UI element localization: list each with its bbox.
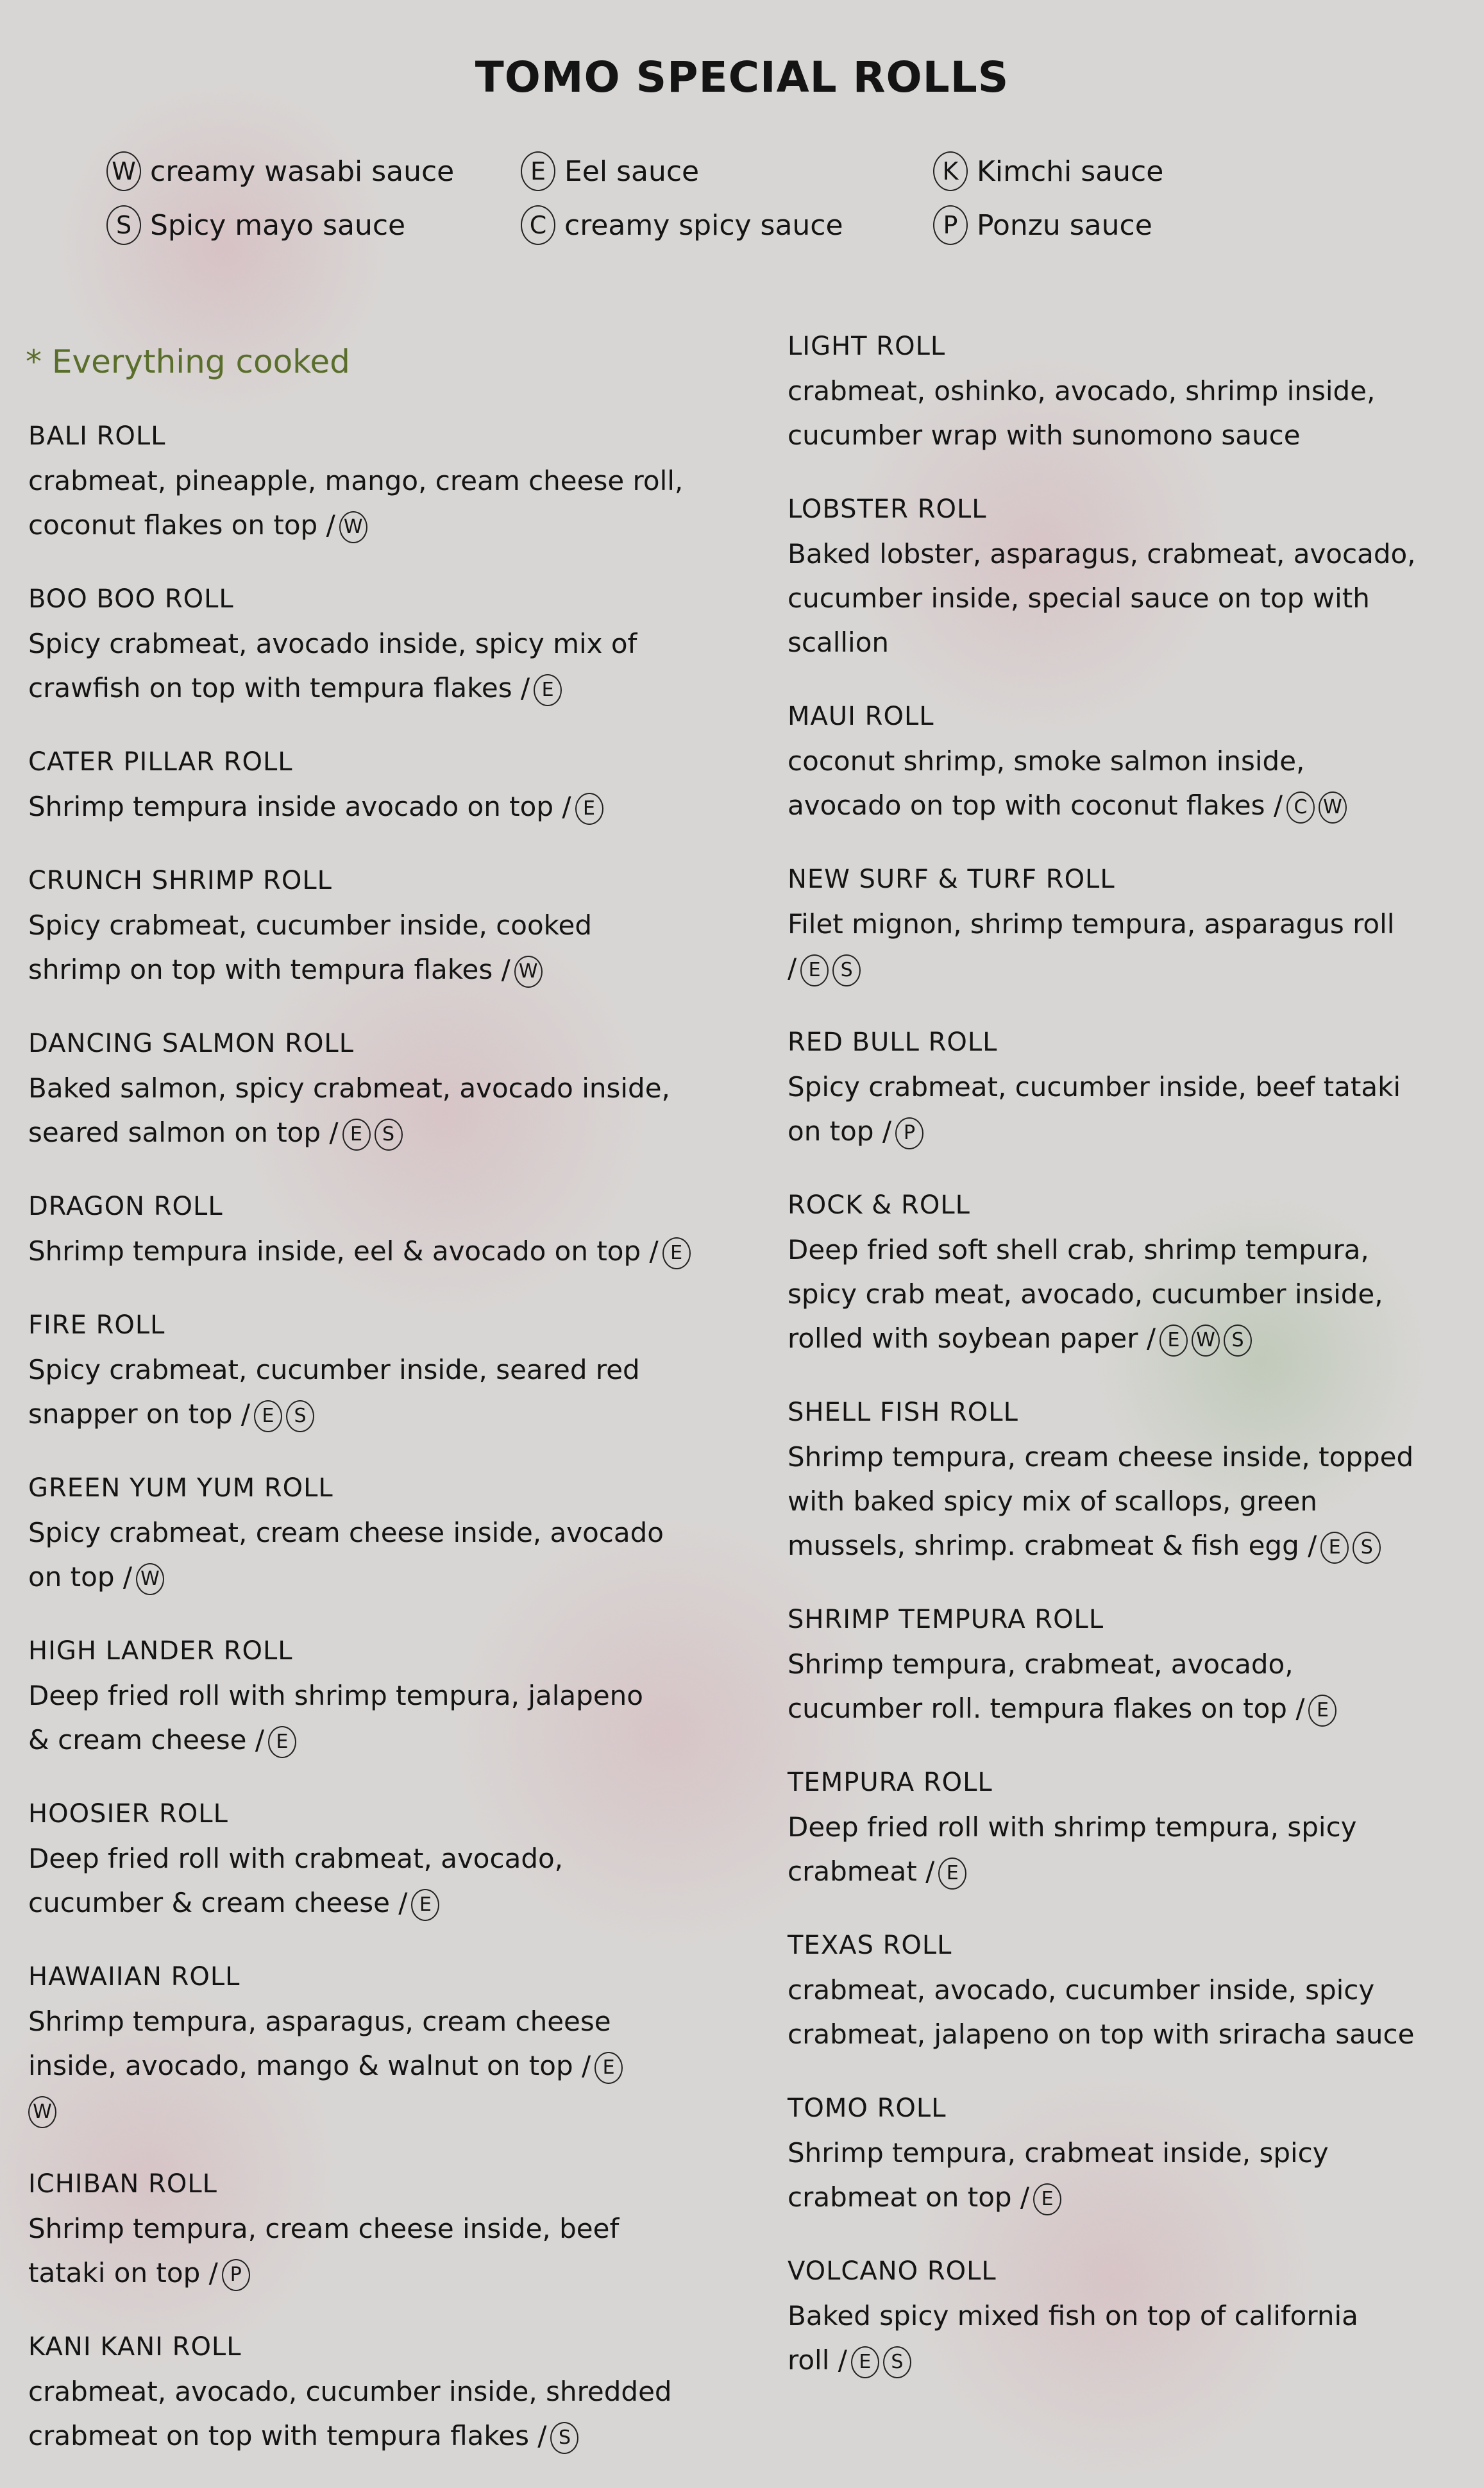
roll-description-line [788, 1805, 1484, 1849]
roll-name: SHRIMP TEMPURA ROLL [788, 1605, 1104, 1634]
roll-description-line [28, 1348, 727, 1392]
roll-name: FIRE ROLL [28, 1310, 165, 1340]
wasabi-sauce-icon: W [106, 151, 141, 191]
description-text: Shrimp tempura, cream cheese inside, beef [28, 2213, 620, 2244]
roll-name: DANCING SALMON ROLL [28, 1029, 355, 1058]
description-text: Shrimp tempura, crabmeat, avocado, [788, 1648, 1294, 1680]
description-text: Baked lobster, asparagus, crabmeat, avocado, [788, 538, 1416, 570]
sauce-e-icon: E [342, 1119, 371, 1151]
description-text: mussels, shrimp. crabmeat & fish egg / [788, 1530, 1317, 1561]
roll-description-line [788, 739, 1484, 783]
description-text: Shrimp tempura, cream cheese inside, topped [788, 1441, 1414, 1473]
roll-description-line [28, 1392, 727, 1436]
legend-wasabi [106, 151, 454, 191]
roll-name: BALI ROLL [28, 421, 166, 451]
description-text: coconut shrimp, smoke salmon inside, [788, 745, 1305, 777]
description-text: crabmeat, pineapple, mango, cream cheese roll, [28, 465, 684, 496]
sauce-c-icon: C [1286, 791, 1315, 824]
roll-description-line [788, 1109, 1484, 1153]
description-text: cucumber & cream cheese / [28, 1887, 408, 1918]
roll-name: LOBSTER ROLL [788, 495, 987, 524]
description-text: cucumber roll. tempura flakes on top / [788, 1693, 1305, 1724]
legend-label: Eel sauce [564, 155, 700, 188]
sauce-e-icon: E [800, 954, 829, 986]
description-text: Shrimp tempura inside, eel & avocado on top / [28, 1235, 659, 1267]
description-text: Deep fried roll with crabmeat, avocado, [28, 1843, 564, 1874]
roll-name: HAWAIIAN ROLL [28, 1962, 240, 1992]
menu-item [28, 1792, 727, 1925]
description-text: avocado on top with coconut flakes / [788, 790, 1283, 821]
description-text: cucumber wrap with sunomono sauce [788, 419, 1301, 451]
roll-description-line [28, 2369, 727, 2414]
sauce-e-icon: E [254, 1400, 282, 1432]
menu-item [788, 1924, 1484, 2056]
menu-item [788, 2249, 1484, 2382]
roll-description-line [28, 2414, 727, 2458]
legend-ponzu [933, 205, 1152, 245]
spicy-mayo-sauce-icon: S [106, 205, 141, 245]
sauce-e-icon: E [575, 793, 603, 825]
roll-name: TEXAS ROLL [788, 1931, 952, 1960]
menu-item [788, 695, 1484, 827]
menu-item [28, 577, 727, 710]
description-text: Filet mignon, shrimp tempura, asparagus roll [788, 908, 1395, 940]
description-text: Spicy crabmeat, cucumber inside, beef tataki [788, 1071, 1401, 1103]
sauce-s-icon: S [1224, 1324, 1252, 1357]
roll-description-line [788, 2175, 1484, 2219]
roll-name: VOLCANO ROLL [788, 2256, 997, 2286]
eel-sauce-icon: E [521, 151, 555, 191]
legend-label: Kimchi sauce [977, 155, 1164, 188]
description-text: crabmeat on top / [788, 2181, 1030, 2213]
roll-description-line [788, 1228, 1484, 1272]
sauce-s-icon: S [286, 1400, 314, 1432]
page-title: TOMO SPECIAL ROLLS [475, 53, 1009, 102]
roll-description-line [788, 369, 1484, 413]
roll-description-line [788, 2012, 1484, 2056]
roll-name: HOOSIER ROLL [28, 1799, 228, 1829]
roll-name: MAUI ROLL [788, 702, 934, 731]
sauce-e-icon: E [594, 2052, 623, 2084]
roll-description-line [28, 1999, 727, 2044]
menu-item [28, 1466, 727, 1599]
sauce-w-icon: W [1319, 791, 1347, 824]
description-text: Shrimp tempura, crabmeat inside, spicy [788, 2137, 1329, 2169]
roll-description-line [28, 1110, 727, 1155]
menu-item [28, 1022, 727, 1155]
sauce-e-icon: E [938, 1858, 966, 1890]
description-text: Deep fried roll with shrimp tempura, jalapeno [28, 1680, 643, 1711]
roll-description-line [28, 903, 727, 947]
roll-name: LIGHT ROLL [788, 332, 946, 361]
roll-description-line [788, 1523, 1484, 1568]
roll-description-line [788, 1642, 1484, 1686]
roll-description-line [788, 1065, 1484, 1109]
description-text: inside, avocado, mango & walnut on top / [28, 2050, 591, 2081]
roll-description-line [28, 1718, 727, 1762]
roll-name: NEW SURF & TURF ROLL [788, 865, 1115, 894]
description-text: crabmeat / [788, 1856, 935, 1887]
roll-description-line [28, 666, 727, 710]
roll-name: RED BULL ROLL [788, 1028, 998, 1057]
sauce-w-icon: W [339, 511, 367, 543]
roll-description-line [28, 1673, 727, 1718]
description-text: Spicy crabmeat, cucumber inside, seared red [28, 1354, 640, 1385]
description-text: rolled with soybean paper / [788, 1323, 1156, 1354]
roll-name: CATER PILLAR ROLL [28, 747, 293, 777]
description-text: & cream cheese / [28, 1724, 264, 1756]
roll-description-line [788, 1316, 1484, 1360]
description-text: coconut flakes on top / [28, 509, 335, 541]
description-text: Spicy crabmeat, avocado inside, spicy mix of [28, 628, 637, 659]
description-text: Spicy crabmeat, cucumber inside, cooked [28, 910, 593, 941]
menu-item [28, 1955, 727, 2132]
legend-spicy-mayo [106, 205, 405, 245]
roll-description-line [788, 1849, 1484, 1893]
roll-description-line [788, 1435, 1484, 1479]
description-text: with baked spicy mix of scallops, green [788, 1485, 1317, 1517]
roll-description-line [788, 620, 1484, 664]
sauce-e-icon: E [662, 1237, 691, 1269]
menu-item [788, 1391, 1484, 1568]
menu-item [28, 740, 727, 829]
roll-description-line [28, 2251, 727, 2295]
description-text: scallion [788, 627, 890, 658]
description-text: cucumber inside, special sauce on top with [788, 582, 1370, 614]
description-text: / [788, 952, 797, 984]
menu-item [28, 2325, 727, 2458]
roll-description-line [28, 2206, 727, 2251]
roll-name: ROCK & ROLL [788, 1190, 970, 1220]
sauce-p-icon: P [895, 1117, 923, 1149]
roll-description-line [788, 783, 1484, 827]
roll-name: KANI KANI ROLL [28, 2332, 242, 2362]
left-menu-column [28, 414, 727, 2488]
legend-label: creamy wasabi sauce [150, 155, 455, 188]
menu-item [788, 1598, 1484, 1731]
right-menu-column [788, 325, 1484, 2412]
roll-description-line [28, 1555, 727, 1599]
description-text: crawfish on top with tempura flakes / [28, 672, 530, 704]
legend-eel [521, 151, 699, 191]
roll-description-line [28, 459, 727, 503]
description-text: crabmeat, oshinko, avocado, shrimp inside, [788, 375, 1376, 407]
sauce-e-icon: E [1033, 2183, 1061, 2215]
roll-description-line [28, 1881, 727, 1925]
sauce-e-icon: E [1320, 1532, 1349, 1564]
roll-description-line [788, 1479, 1484, 1523]
roll-description-line [788, 1272, 1484, 1316]
description-text: snapper on top / [28, 1398, 251, 1430]
menu-item [788, 858, 1484, 990]
menu-item [28, 2162, 727, 2295]
sauce-e-icon: E [1159, 1324, 1188, 1357]
description-text: shrimp on top with tempura flakes / [28, 954, 510, 985]
roll-description-line [28, 1229, 727, 1273]
menu-item [28, 1629, 727, 1762]
description-text: crabmeat, jalapeno on top with sriracha sauce [788, 2018, 1415, 2050]
roll-name: ICHIBAN ROLL [28, 2169, 217, 2199]
legend-label: Ponzu sauce [977, 208, 1152, 242]
description-text: seared salmon on top / [28, 1117, 339, 1148]
roll-name: GREEN YUM YUM ROLL [28, 1473, 333, 1503]
roll-description-line [788, 2131, 1484, 2175]
roll-description-line [788, 576, 1484, 620]
legend-kimchi [933, 151, 1163, 191]
sauce-w-icon: W [1192, 1324, 1220, 1357]
roll-description-line [788, 413, 1484, 457]
roll-description-line [28, 503, 727, 547]
sauce-s-icon: S [550, 2422, 578, 2454]
sauce-e-icon: E [411, 1889, 439, 1921]
roll-description-line [28, 1511, 727, 1555]
roll-description-line [788, 1968, 1484, 2012]
roll-description-line [788, 902, 1484, 946]
description-text: on top / [28, 1561, 132, 1593]
sauce-s-icon: S [1353, 1532, 1381, 1564]
sauce-s-icon: S [832, 954, 861, 986]
menu-item [28, 1185, 727, 1273]
roll-description-line [788, 532, 1484, 576]
sauce-e-icon: E [1308, 1695, 1336, 1727]
description-text: crabmeat on top with tempura flakes / [28, 2420, 547, 2451]
roll-description-line [788, 2294, 1484, 2338]
roll-description-line [28, 784, 727, 829]
roll-name: SHELL FISH ROLL [788, 1398, 1018, 1427]
legend-label: creamy spicy sauce [564, 208, 843, 242]
roll-description-line [788, 2338, 1484, 2382]
roll-description-line [28, 2088, 727, 2132]
sauce-e-icon: E [851, 2346, 879, 2378]
sauce-p-icon: P [222, 2259, 250, 2291]
sauce-s-icon: S [883, 2346, 911, 2378]
everything-cooked-note: * Everything cooked [26, 343, 350, 380]
menu-item [788, 1761, 1484, 1893]
roll-description-line [28, 1836, 727, 1881]
sauce-w-icon: W [28, 2096, 56, 2128]
menu-item [788, 2086, 1484, 2219]
description-text: Deep fried soft shell crab, shrimp tempura, [788, 1234, 1369, 1265]
description-text: Deep fried roll with shrimp tempura, spicy [788, 1811, 1357, 1843]
kimchi-sauce-icon: K [933, 151, 968, 191]
description-text: roll / [788, 2344, 847, 2376]
roll-name: CRUNCH SHRIMP ROLL [28, 866, 332, 895]
menu-item [28, 859, 727, 992]
description-text: on top / [788, 1115, 891, 1147]
description-text: spicy crab meat, avocado, cucumber inside, [788, 1278, 1383, 1310]
menu-item [788, 487, 1484, 664]
sauce-s-icon: S [375, 1119, 403, 1151]
roll-name: BOO BOO ROLL [28, 584, 234, 614]
roll-description-line [28, 2044, 727, 2088]
roll-description-line [28, 1066, 727, 1110]
roll-name: HIGH LANDER ROLL [28, 1636, 293, 1666]
ponzu-sauce-icon: P [933, 205, 968, 245]
description-text: Baked salmon, spicy crabmeat, avocado inside, [28, 1072, 670, 1104]
legend-label: Spicy mayo sauce [150, 208, 406, 242]
sauce-e-icon: E [534, 674, 562, 706]
menu-item [28, 414, 727, 547]
menu-item [28, 1303, 727, 1436]
creamy-spicy-sauce-icon: C [521, 205, 555, 245]
description-text: Baked spicy mixed fish on top of california [788, 2300, 1358, 2331]
menu-item [788, 1183, 1484, 1360]
roll-name: DRAGON ROLL [28, 1192, 223, 1221]
description-text: crabmeat, avocado, cucumber inside, spicy [788, 1974, 1375, 2006]
description-text: crabmeat, avocado, cucumber inside, shredded [28, 2376, 672, 2407]
roll-description-line [28, 947, 727, 992]
roll-name: TOMO ROLL [788, 2094, 947, 2123]
sauce-w-icon: W [136, 1563, 164, 1595]
roll-description-line [788, 1686, 1484, 1731]
roll-name: TEMPURA ROLL [788, 1768, 993, 1797]
roll-description-line [28, 622, 727, 666]
description-text: Spicy crabmeat, cream cheese inside, avocado [28, 1517, 664, 1548]
sauce-e-icon: E [268, 1726, 296, 1758]
roll-description-line [788, 946, 1484, 990]
description-text: Shrimp tempura inside avocado on top / [28, 791, 571, 822]
description-text: tataki on top / [28, 2257, 218, 2289]
menu-item [788, 1020, 1484, 1153]
description-text: Shrimp tempura, asparagus, cream cheese [28, 2006, 611, 2037]
legend-creamy-spicy [521, 205, 843, 245]
menu-item [788, 325, 1484, 457]
sauce-w-icon: W [514, 956, 543, 988]
